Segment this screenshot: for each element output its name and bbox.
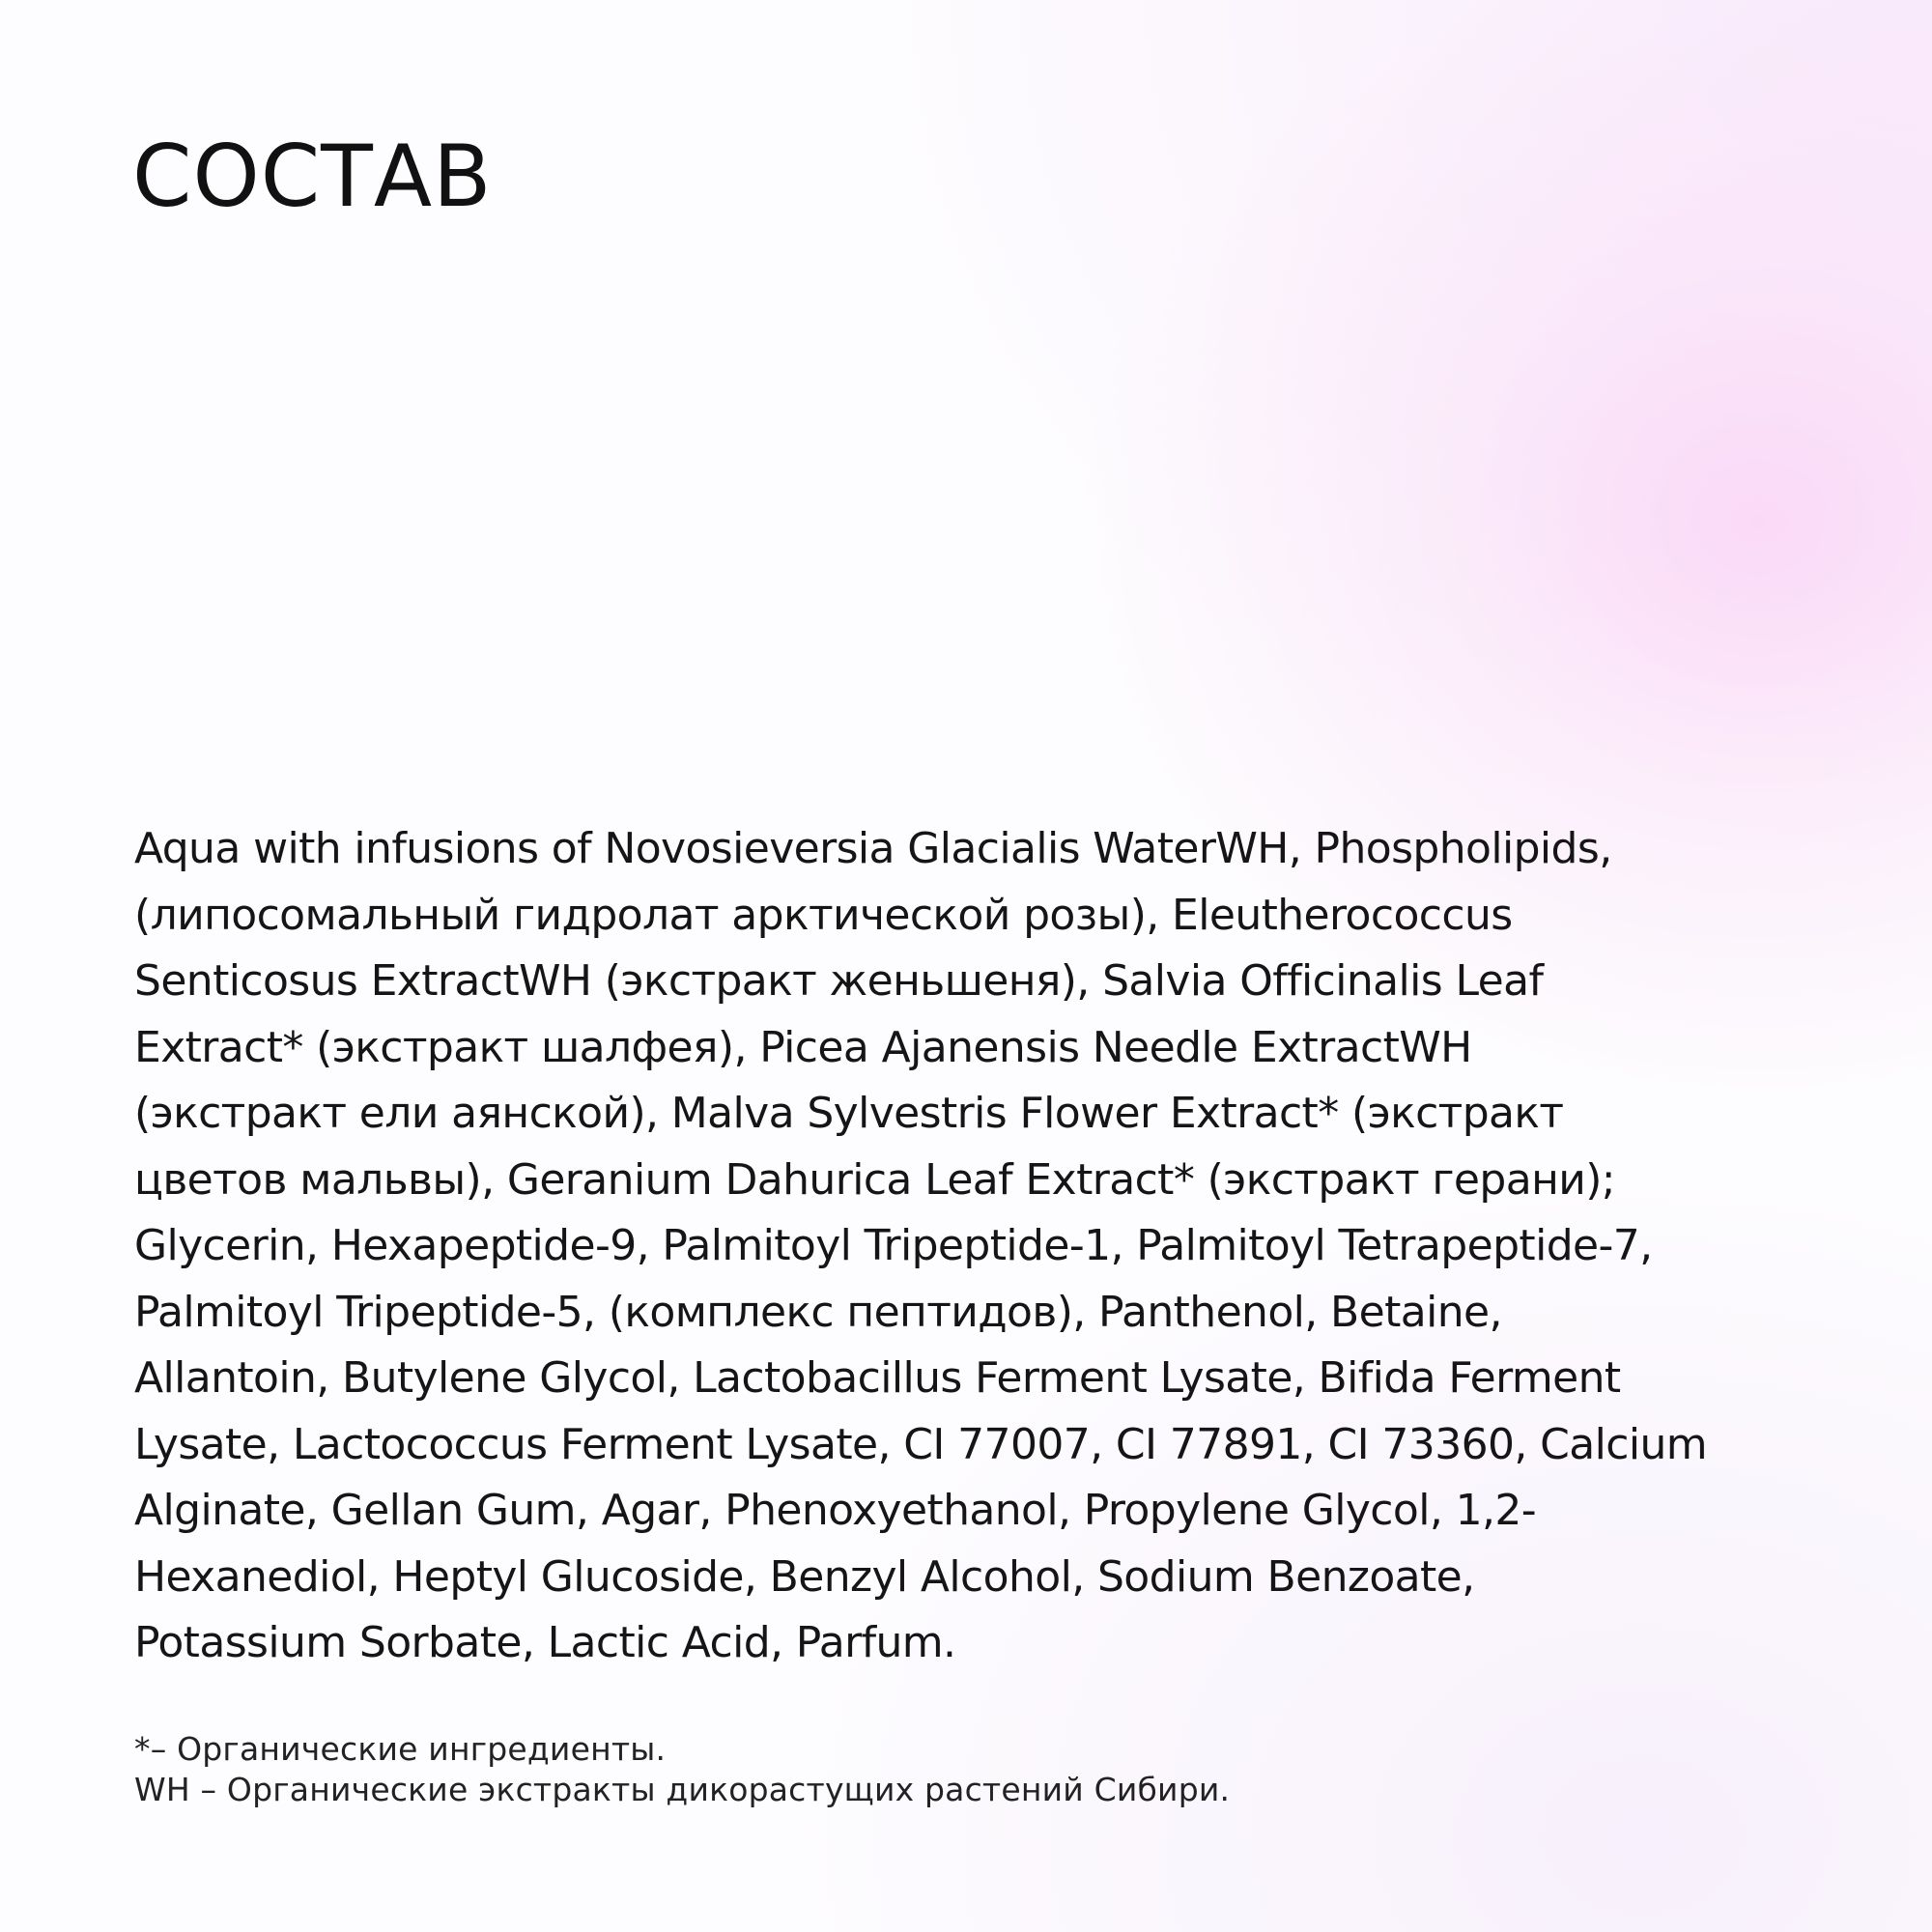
ingredients-line: Lysate, Lactococcus Ferment Lysate, CI 77007, CI 77891, CI 73360, Calcium: [134, 1419, 1708, 1469]
ingredients-line: Palmitoyl Tripeptide-5, (комплекс пептидов), Panthenol, Betaine,: [134, 1287, 1502, 1337]
page-title: СОСТАВ: [132, 127, 493, 226]
footnote-wild-harvested: WH – Органические экстракты дикорастущих растений Сибири.: [134, 1771, 1231, 1808]
ingredients-line: Senticosus ExtractWH (экстракт женьшеня), Salvia Officinalis Leaf: [134, 956, 1544, 1006]
footnotes: [134, 1729, 1230, 1810]
footnote-organic: *– Органические ингредиенты.: [134, 1730, 667, 1768]
ingredients-line: (экстракт ели аянской), Malva Sylvestris Flower Extract* (экстракт: [134, 1089, 1564, 1138]
ingredients-line: Aqua with infusions of Novosieversia Glacialis WaterWH, Phospholipids,: [134, 824, 1612, 873]
ingredients-line: Glycerin, Hexapeptide-9, Palmitoyl Tripeptide-1, Palmitoyl Tetrapeptide-7,: [134, 1221, 1653, 1270]
ingredients-line: Alginate, Gellan Gum, Agar, Phenoxyethanol, Propylene Glycol, 1,2-: [134, 1486, 1537, 1535]
ingredients-line: Potassium Sorbate, Lactic Acid, Parfum.: [134, 1618, 956, 1667]
ingredients-line: (липосомальный гидролат арктической розы), Eleutherococcus: [134, 890, 1513, 940]
ingredients-line: Hexanediol, Heptyl Glucoside, Benzyl Alcohol, Sodium Benzoate,: [134, 1551, 1475, 1602]
ingredients-line: Allantoin, Butylene Glycol, Lactobacillus Ferment Lysate, Bifida Ferment: [134, 1353, 1621, 1403]
ingredients-line: Extract* (экстракт шалфея), Picea Ajanensis Needle ExtractWH: [134, 1022, 1472, 1072]
ingredients-line: цветов мальвы), Geranium Dahurica Leaf Extract* (экстракт герани);: [134, 1154, 1616, 1205]
ingredients-list: [134, 816, 1873, 1677]
